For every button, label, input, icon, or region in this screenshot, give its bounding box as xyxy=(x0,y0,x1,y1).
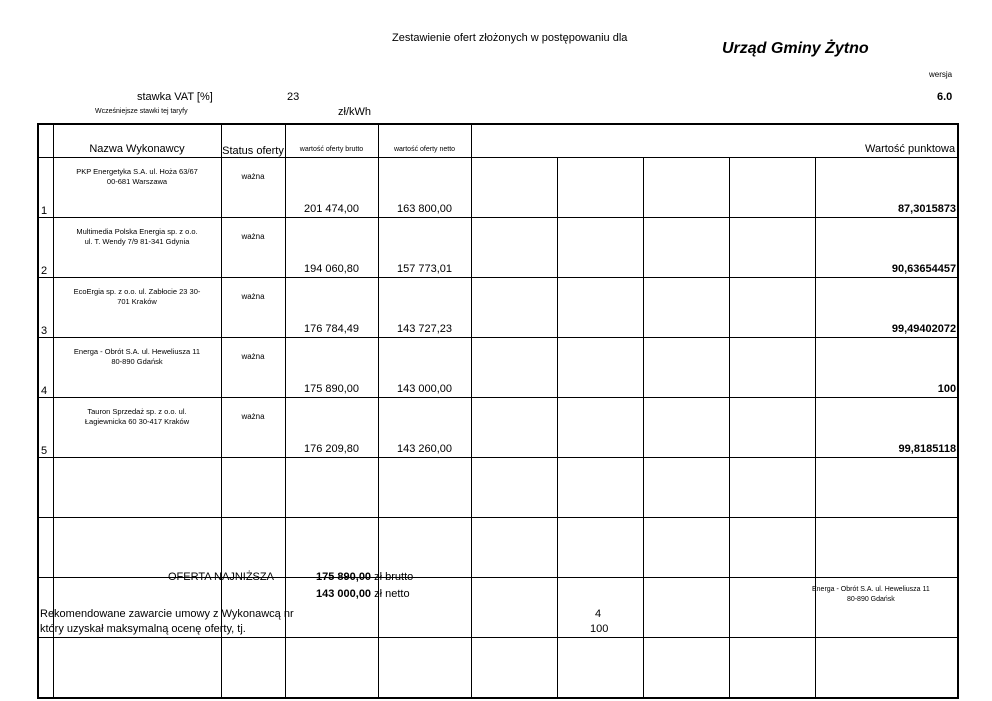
contractor-name xyxy=(53,638,221,699)
document-title: Zestawienie ofert złożonych w postępowaniu dla xyxy=(392,32,628,44)
lowest-brutto-value: 175 890,00 xyxy=(316,571,372,583)
recommendation-score-text: który uzyskał maksymalną ocenę oferty, tj. xyxy=(40,623,246,635)
empty-cell xyxy=(643,398,729,458)
empty-cell xyxy=(557,278,643,338)
empty-cell xyxy=(471,638,557,699)
offer-status xyxy=(221,458,285,518)
empty-cell xyxy=(557,458,643,518)
empty-cell xyxy=(729,458,815,518)
lowest-offer-brutto xyxy=(316,571,413,583)
offer-netto: 143 000,00 xyxy=(378,338,471,398)
offer-brutto xyxy=(285,458,378,518)
empty-cell xyxy=(643,518,729,578)
recommended-number: 4 xyxy=(595,608,602,620)
row-number: 1 xyxy=(38,158,53,218)
empty-cell xyxy=(643,458,729,518)
contractor-name: Energa - Obrót S.A. ul. Heweliusza 11 80-890 Gdańsk xyxy=(53,338,221,398)
point-score xyxy=(815,638,958,699)
row-number: 2 xyxy=(38,218,53,278)
empty-cell xyxy=(643,638,729,699)
empty-cell xyxy=(643,578,729,638)
row-number: 5 xyxy=(38,398,53,458)
row-number: 4 xyxy=(38,338,53,398)
offer-brutto xyxy=(285,578,378,638)
empty-cell xyxy=(557,398,643,458)
row-number: 3 xyxy=(38,278,53,338)
empty-cell xyxy=(643,218,729,278)
empty-cell xyxy=(471,338,557,398)
point-score xyxy=(815,518,958,578)
vat-rate-label: stawka VAT [%] xyxy=(137,91,213,103)
empty-cell xyxy=(729,398,815,458)
empty-cell xyxy=(471,398,557,458)
offer-netto xyxy=(378,638,471,699)
header-status: Status oferty xyxy=(221,124,285,158)
recommendation-text: Rekomendowane zawarcie umowy z Wykonawcą nr xyxy=(40,608,294,620)
empty-cell xyxy=(471,158,557,218)
empty-cell xyxy=(729,518,815,578)
empty-cell xyxy=(729,338,815,398)
lowest-offer-label: OFERTA NAJNIŻSZA xyxy=(168,571,274,583)
contractor-name: PKP Energetyka S.A. ul. Hoża 63/67 00-681 Warszawa xyxy=(53,158,221,218)
offer-netto: 157 773,01 xyxy=(378,218,471,278)
previous-rates-label: Wcześniejsze stawki tej taryfy xyxy=(95,108,188,115)
table-row xyxy=(38,398,958,458)
empty-cell xyxy=(471,218,557,278)
offer-netto xyxy=(378,458,471,518)
offer-brutto: 175 890,00 xyxy=(285,338,378,398)
row-number xyxy=(38,638,53,699)
point-score: 100 xyxy=(815,338,958,398)
empty-table-row xyxy=(38,518,958,578)
lowest-offer-netto xyxy=(316,588,410,600)
empty-cell xyxy=(471,278,557,338)
header-brutto: wartość oferty brutto xyxy=(285,124,378,158)
empty-cell xyxy=(729,158,815,218)
netto-unit: zł netto xyxy=(374,588,410,600)
point-score: 90,63654457 xyxy=(815,218,958,278)
empty-cell xyxy=(643,158,729,218)
contractor-name: Tauron Sprzedaż sp. z o.o. ul. Łagiewnicka 60 30-417 Kraków xyxy=(53,398,221,458)
offer-netto: 143 260,00 xyxy=(378,398,471,458)
offer-status: ważna xyxy=(221,398,285,458)
organization-name: Urząd Gminy Żytno xyxy=(722,40,869,57)
unit-label: zł/kWh xyxy=(338,106,371,118)
version-label: wersja xyxy=(929,70,953,79)
table-row xyxy=(38,218,958,278)
empty-cell xyxy=(557,338,643,398)
offer-status: ważna xyxy=(221,218,285,278)
empty-cell xyxy=(729,218,815,278)
empty-cell xyxy=(557,158,643,218)
table-row xyxy=(38,338,958,398)
offer-brutto: 201 474,00 xyxy=(285,158,378,218)
offer-netto: 143 727,23 xyxy=(378,278,471,338)
contractor-name xyxy=(53,458,221,518)
offer-netto: 163 800,00 xyxy=(378,158,471,218)
offer-netto xyxy=(378,518,471,578)
row-number xyxy=(38,518,53,578)
empty-cell xyxy=(557,518,643,578)
empty-table-row xyxy=(38,638,958,699)
header-points: Wartość punktowa xyxy=(471,124,958,158)
empty-table-row xyxy=(38,458,958,518)
contractor-name: Multimedia Polska Energia sp. z o.o. ul. T. Wendy 7/9 81-341 Gdynia xyxy=(53,218,221,278)
offer-status xyxy=(221,638,285,699)
table-row xyxy=(38,278,958,338)
empty-cell xyxy=(729,278,815,338)
offer-status: ważna xyxy=(221,278,285,338)
point-score: 99,49402072 xyxy=(815,278,958,338)
offer-status xyxy=(221,518,285,578)
offer-brutto: 194 060,80 xyxy=(285,218,378,278)
empty-cell xyxy=(729,578,815,638)
offer-status: ważna xyxy=(221,158,285,218)
empty-cell xyxy=(643,278,729,338)
row-number xyxy=(38,458,53,518)
brutto-unit: zł brutto xyxy=(374,571,414,583)
header-name: Nazwa Wykonawcy xyxy=(53,124,221,158)
contractor-name: EcoErgia sp. z o.o. ul. Zabłocie 23 30- 701 Kraków xyxy=(53,278,221,338)
table-row xyxy=(38,158,958,218)
table-header-row xyxy=(38,124,958,158)
offer-status: ważna xyxy=(221,338,285,398)
header-number-cell xyxy=(38,124,53,158)
header-netto: wartość oferty netto xyxy=(378,124,471,158)
vat-rate-value: 23 xyxy=(287,91,300,103)
empty-cell xyxy=(471,578,557,638)
point-score xyxy=(815,458,958,518)
version-value: 6.0 xyxy=(937,91,953,103)
offer-brutto: 176 209,80 xyxy=(285,398,378,458)
empty-cell xyxy=(643,338,729,398)
offer-netto xyxy=(378,578,471,638)
point-score: 87,3015873 xyxy=(815,158,958,218)
point-score: 99,8185118 xyxy=(815,398,958,458)
recommended-score: 100 xyxy=(590,623,609,635)
offer-brutto: 176 784,49 xyxy=(285,278,378,338)
contractor-name xyxy=(53,518,221,578)
empty-cell xyxy=(729,638,815,699)
empty-cell xyxy=(557,218,643,278)
lowest-netto-value: 143 000,00 xyxy=(316,588,372,600)
empty-cell xyxy=(471,518,557,578)
offer-brutto xyxy=(285,638,378,699)
recommended-contractor: Energa - Obrót S.A. ul. Heweliusza 11 80-890 Gdańsk xyxy=(812,586,930,603)
empty-cell xyxy=(471,458,557,518)
offer-brutto xyxy=(285,518,378,578)
empty-cell xyxy=(557,638,643,699)
